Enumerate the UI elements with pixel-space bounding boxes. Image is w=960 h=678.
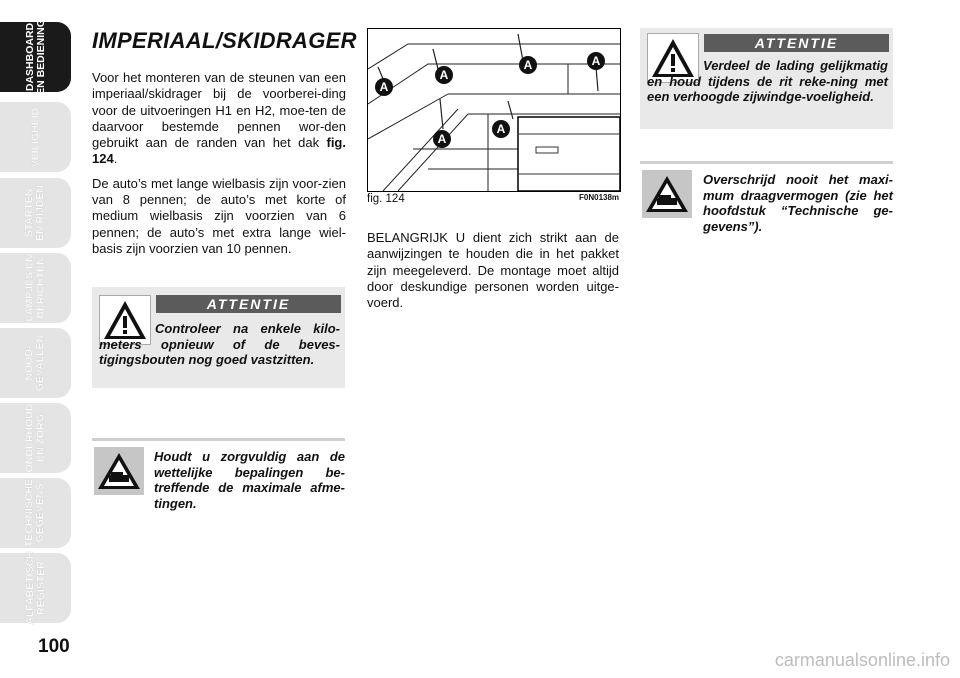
intro-paragraph: Voor het monteren van de steunen van een imperiaal/skidrager bij de voorberei-ding voor de uitvoeringen H1 en H2, moe-ten de daarvoor bestemde pennen wor-den gebruikt aan de randen van het dak fig. 124. De auto’s met lange wielbasis zijn voor-zien van 8 pennen; de auto’s met korte of medium wielbasis zijn voorzien van 6 pennen; de auto’s met extra lange wiel-basis zijn voorzien van 10 pennen. <box>92 70 346 256</box>
marker-a: A <box>379 80 389 94</box>
tab-technische-gegevens[interactable] <box>0 478 71 548</box>
tab-onderhoud-en-zorg[interactable] <box>0 403 71 473</box>
tab-label: NOOD- GEVALLEN <box>23 334 47 392</box>
marker-a: A <box>523 58 533 72</box>
note-divider <box>640 161 893 164</box>
note-text: Overschrijd nooit het maxi-mum draagvermogen (zie het hoofdstuk “Technische ge-gevens”). <box>703 172 893 234</box>
tab-alfabetisch-register[interactable] <box>0 553 71 623</box>
page-number: 100 <box>38 636 70 657</box>
important-paragraph <box>367 230 619 311</box>
warning-box <box>92 287 345 388</box>
marker-a: A <box>496 122 506 136</box>
van-triangle-icon <box>94 447 144 495</box>
tab-noodgevallen[interactable] <box>0 328 71 398</box>
marker-a: A <box>437 132 447 146</box>
warning-text: Controleer na enkele kilo-meters opnieuw of de beves-tigingsbouten nog goed vastzitten. <box>99 321 340 367</box>
warning-header: ATTENTIE <box>156 295 341 313</box>
watermark: carmanualsonline.info <box>774 650 950 670</box>
tab-label: ONDERHOUD EN ZORG <box>23 403 47 473</box>
pins-paragraph: De auto’s met lange wielbasis zijn voor-zien van 8 pennen; de auto’s met korte of medium wielbasis zijn voorzien van 6 pennen; de auto’s met extra lange wiel-basis zijn voorzien van 10 pennen. <box>92 175 346 256</box>
tab-label: VEILIGHEID <box>28 107 41 167</box>
marker-a: A <box>591 54 601 68</box>
figure-reference: fig. 124 <box>92 135 346 167</box>
figure-caption: fig. 124 <box>367 193 405 205</box>
section-title: IMPERIAAL/SKIDRAGER <box>92 28 357 53</box>
important-text: BELANGRIJK U dient zich strikt aan de aanwijzingen te houden die in het pakket zijn meegeleverd. De montage moet altijd door deskundige personen worden uitge-voerd. <box>367 230 619 311</box>
tab-label: STARTEN EN RIJDEN <box>23 184 47 242</box>
van-roof-illustration <box>368 29 620 191</box>
roof-rack-figure <box>367 28 621 192</box>
note-text: Houdt u zorgvuldig aan de wettelijke bepalingen be-treffende de maximale afme-tingen. <box>154 449 345 511</box>
tab-dashboard-en-bediening[interactable] <box>0 19 71 95</box>
paragraph-text: Voor het monteren van de steunen van een imperiaal/skidrager bij de voorberei-ding voor de uitvoeringen H1 en H2, moe-ten de daarvoor bestemde pennen wor-den gebruikt aan de randen van het dak <box>92 70 346 151</box>
tab-starten-en-rijden[interactable] <box>0 178 71 248</box>
tab-label: TECHNISCHE GEGEVENS <box>23 478 47 548</box>
tab-label: ALFABETISCH REGISTER <box>23 551 47 625</box>
warning-header: ATTENTIE <box>704 34 889 52</box>
warning-box <box>640 28 893 129</box>
tab-lampjes-en-berichten[interactable] <box>0 253 71 323</box>
van-triangle-icon <box>642 170 692 218</box>
tab-label: DASHBOARD EN BEDIENING <box>23 19 47 95</box>
marker-a: A <box>439 68 449 82</box>
tab-veiligheid[interactable] <box>0 102 71 172</box>
figure-code: F0N0138m <box>579 193 620 202</box>
note-divider <box>92 438 345 441</box>
tab-label: LAMPJES EN BERICHTEN <box>23 254 47 322</box>
warning-text: Verdeel de lading gelijkmatig en houd tijdens de rit reke-ning met een verhoogde zijwindge-voeligheid. <box>647 58 888 104</box>
